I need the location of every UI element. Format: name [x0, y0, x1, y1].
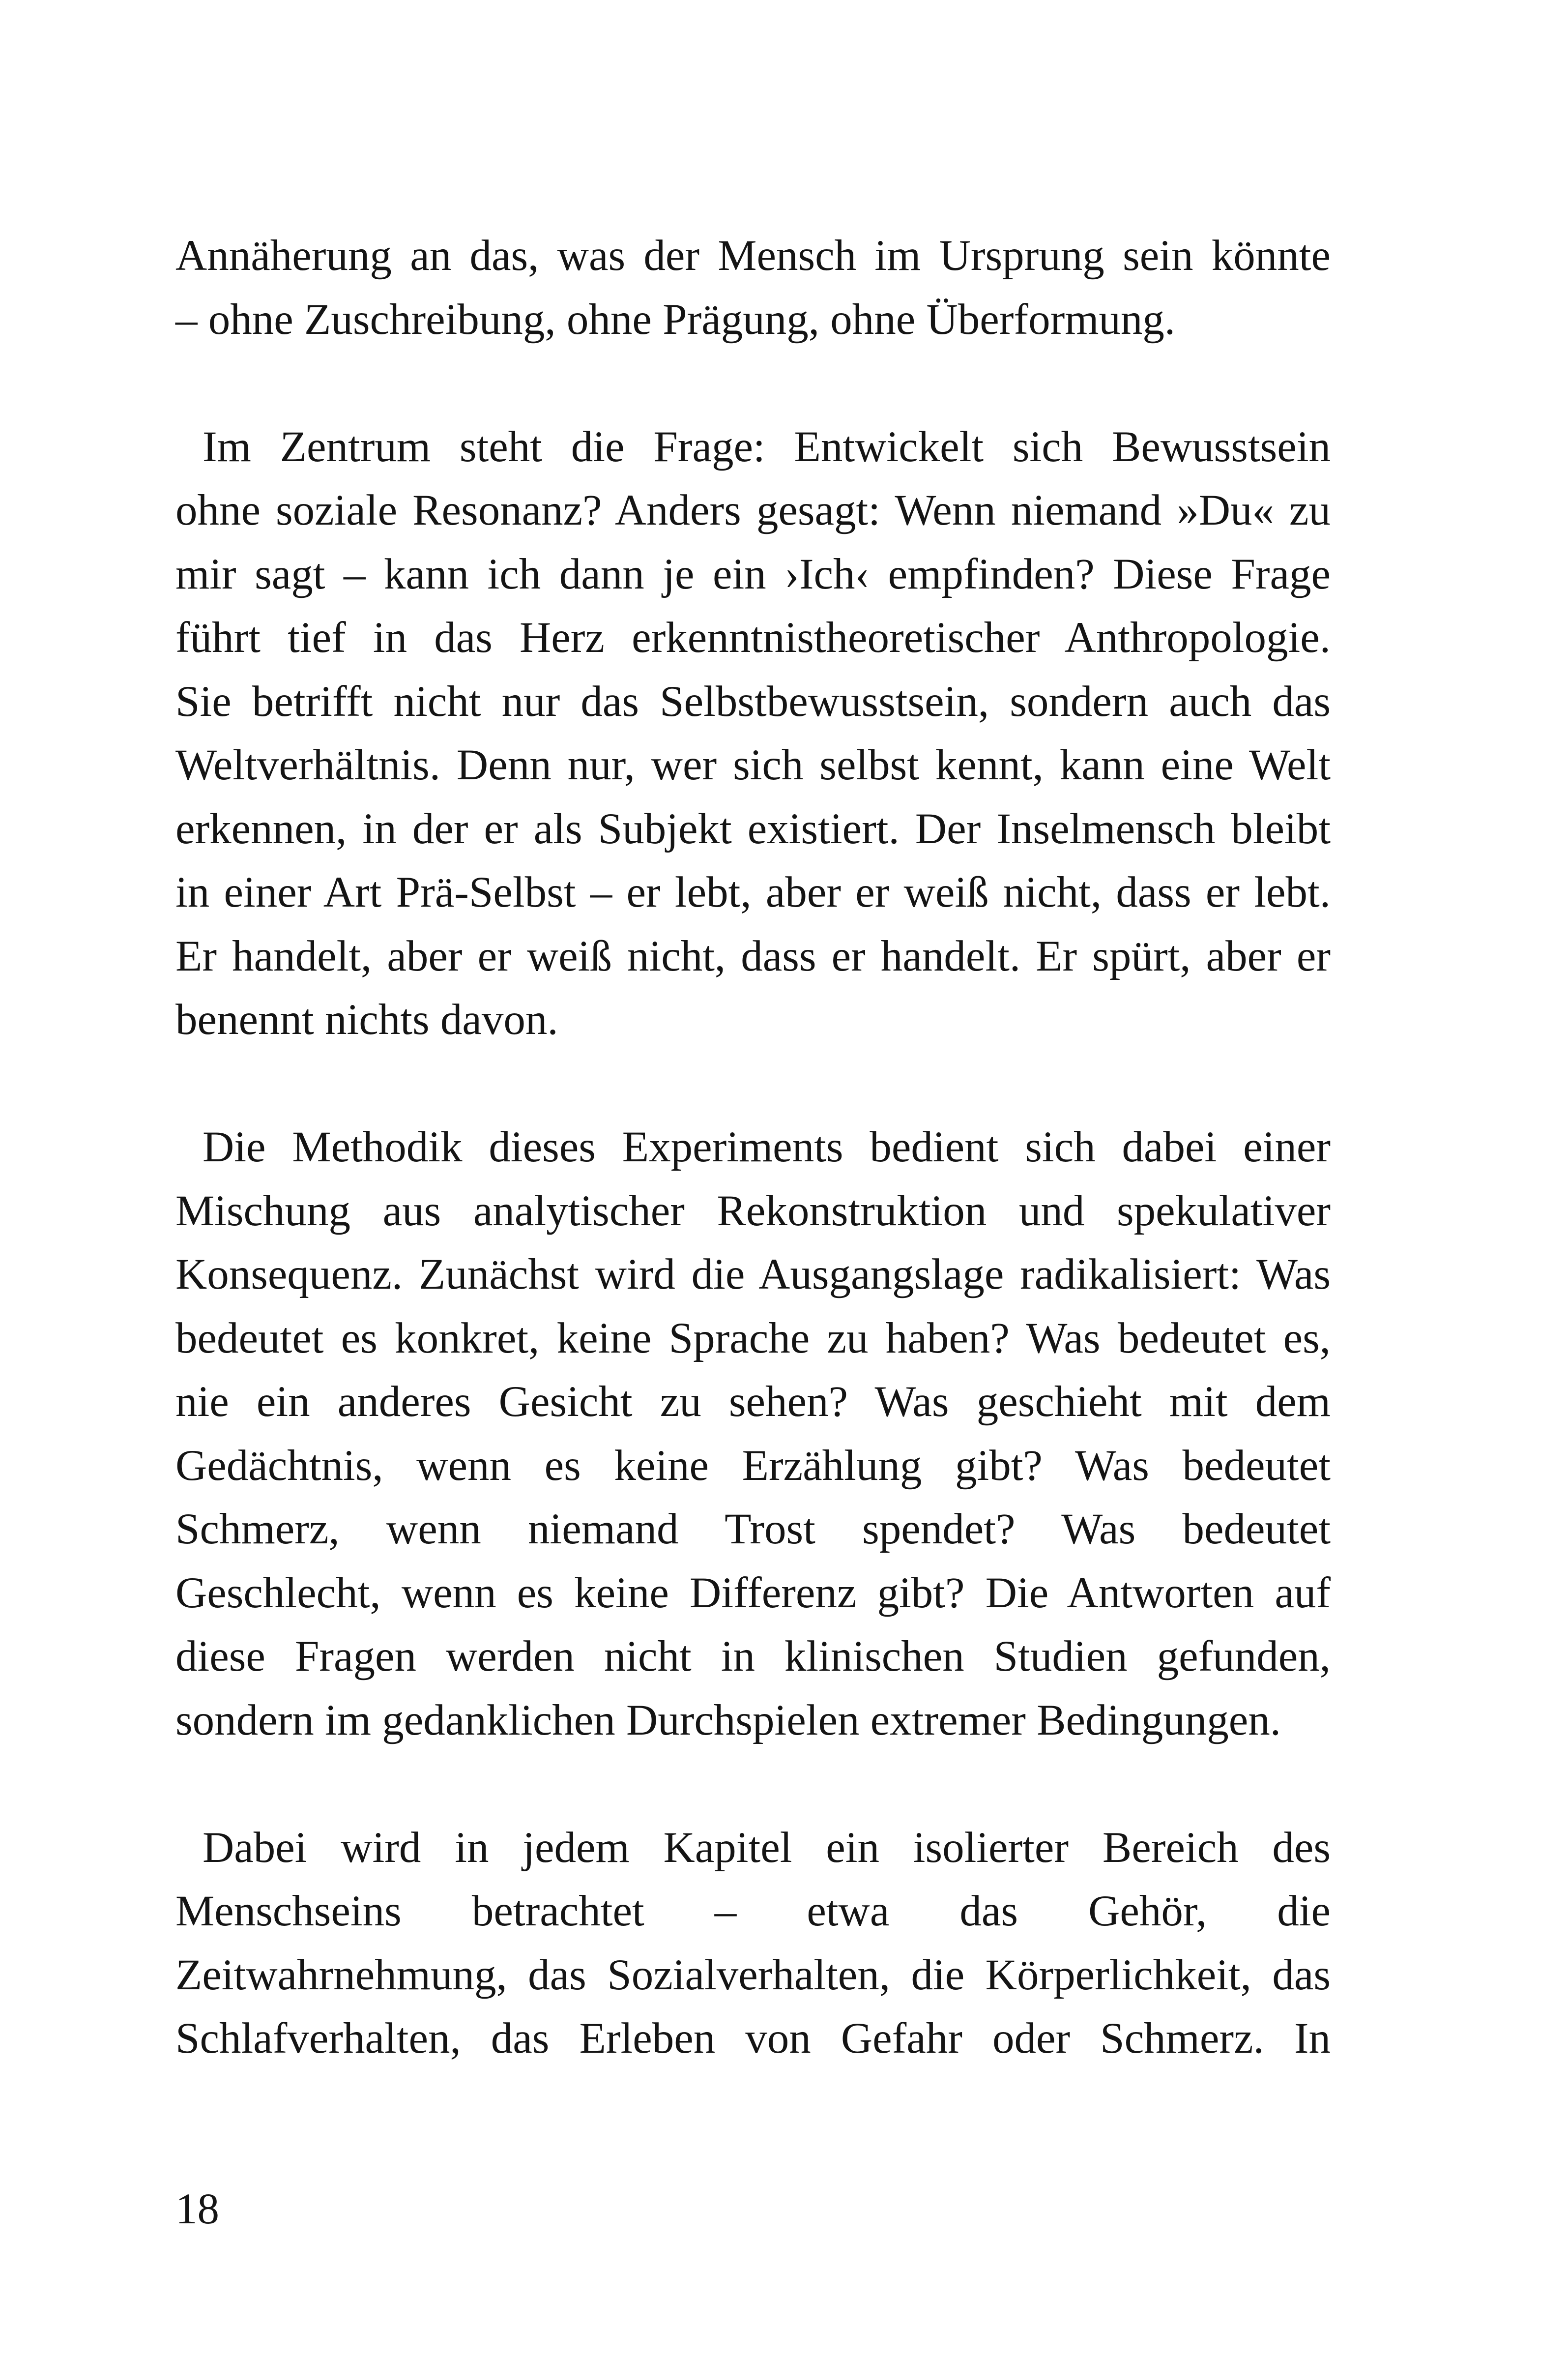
text-line: Geschlecht, wenn es keine Differenz gibt? Die Antworten auf: [175, 1568, 1331, 1617]
text-line: Im Zentrum steht die Frage: Entwickelt sich Bewusstsein: [203, 422, 1331, 471]
paragraph-gap: [175, 1052, 1331, 1116]
text-line: Menschseins betrachtet – etwa das Gehör, die: [175, 1887, 1331, 1935]
text-line: Zeitwahrnehmung, das Sozialverhalten, die Körperlichkeit, das: [175, 1950, 1331, 1999]
text-line: – ohne Zuschreibung, ohne Prägung, ohne Überformung.: [175, 295, 1176, 344]
text-line: nie ein anderes Gesicht zu sehen? Was geschieht mit dem: [175, 1378, 1331, 1426]
paragraph-gap: [175, 352, 1331, 415]
text-line: ohne soziale Resonanz? Anders gesagt: Wenn niemand »Du« zu: [175, 486, 1331, 534]
text-line: Dabei wird in jedem Kapitel ein isolierter Bereich des: [203, 1823, 1331, 1872]
text-line: bedeutet es konkret, keine Sprache zu haben? Was bedeutet es,: [175, 1314, 1331, 1362]
text-line: Mischung aus analytischer Rekonstruktion und spekulativer: [175, 1186, 1331, 1235]
text-line: Konsequenz. Zunächst wird die Ausgangslage radikalisiert: Was: [175, 1250, 1331, 1298]
text-line: benennt nichts davon.: [175, 996, 558, 1044]
text-line: Er handelt, aber er weiß nicht, dass er handelt. Er spürt, aber er: [175, 932, 1331, 980]
text-line: diese Fragen werden nicht in klinischen Studien gefunden,: [175, 1632, 1331, 1681]
page-number: 18: [175, 2185, 219, 2233]
body-text: [175, 224, 1331, 2071]
text-line: mir sagt – kann ich dann je ein ›Ich‹ empfinden? Diese Frage: [175, 550, 1331, 598]
paragraph-gap: [175, 1752, 1331, 1816]
paragraph-4: [175, 1816, 1331, 2071]
text-line: Schmerz, wenn niemand Trost spendet? Was bedeutet: [175, 1505, 1331, 1553]
text-line: führt tief in das Herz erkenntnistheoretischer Anthropologie.: [175, 614, 1331, 662]
paragraph-1: [175, 224, 1331, 352]
text-line: Gedächtnis, wenn es keine Erzählung gibt? Was bedeutet: [175, 1441, 1331, 1490]
text-line: Sie betrifft nicht nur das Selbstbewusstsein, sondern auch das: [175, 677, 1331, 726]
paragraph-3: [175, 1116, 1331, 1752]
text-line: erkennen, in der er als Subjekt existiert. Der Inselmensch bleibt: [175, 804, 1331, 853]
text-line: in einer Art Prä-Selbst – er lebt, aber er weiß nicht, dass er lebt.: [175, 868, 1331, 916]
text-line: sondern im gedanklichen Durchspielen extremer Bedingungen.: [175, 1696, 1281, 1744]
text-line: Schlafverhalten, das Erleben von Gefahr oder Schmerz. In: [175, 2014, 1331, 2063]
text-line: Annäherung an das, was der Mensch im Ursprung sein könnte: [175, 232, 1331, 280]
paragraph-2: [175, 415, 1331, 1052]
text-line: Weltverhältnis. Denn nur, wer sich selbst kennt, kann eine Welt: [175, 741, 1331, 789]
text-line: Die Methodik dieses Experiments bedient sich dabei einer: [203, 1123, 1331, 1171]
